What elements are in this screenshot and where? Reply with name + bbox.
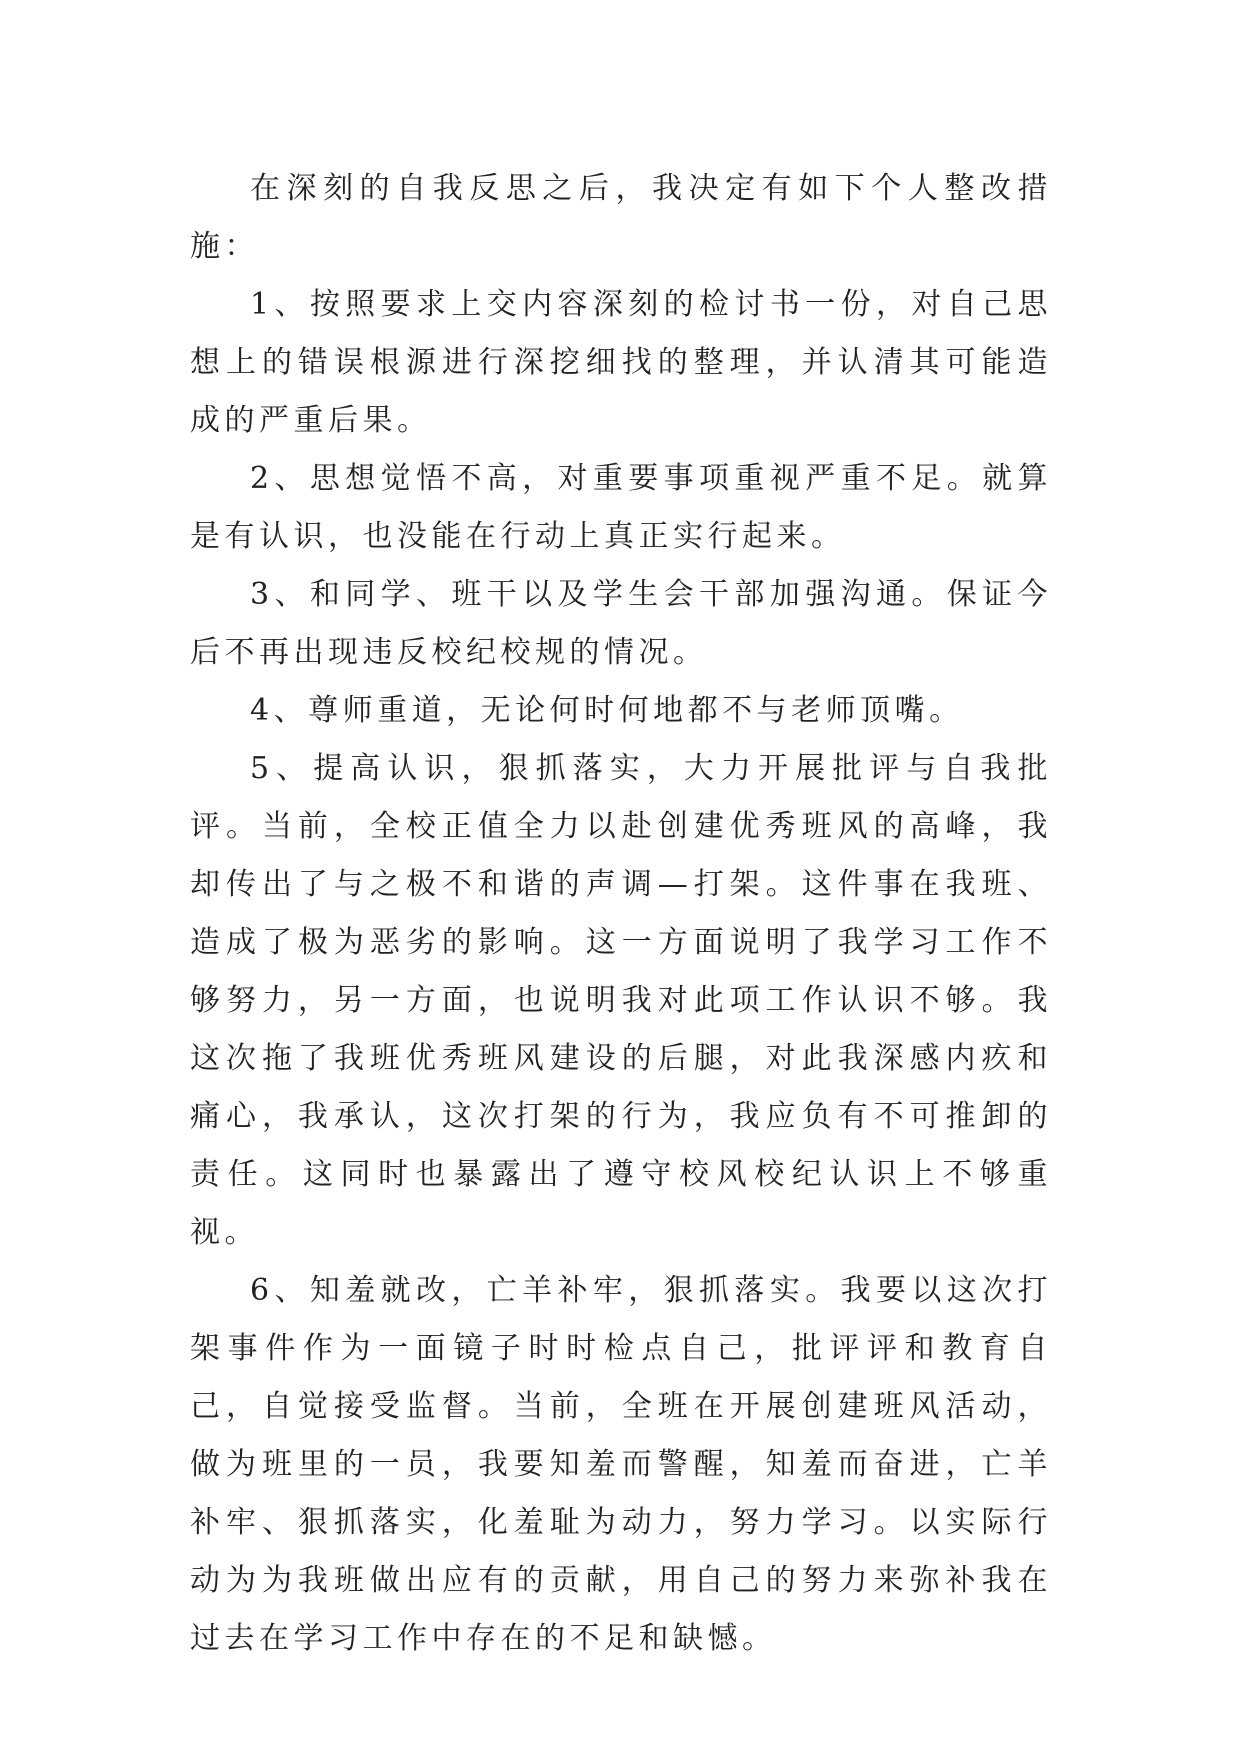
paragraph-measure-4: 4、尊师重道，无论何时何地都不与老师顶嘴。 — [250, 693, 964, 728]
paragraph-measure-5: 5、提高认识，狠抓落实，大力开展批评与自我批评。当前，全校正值全力以赴创建优秀班风的高峰，我却传出了与之极不和谐的声调—打架。这件事在我班、造成了极为恶劣的影响。这一方面说明了我学习工作不够努力，另一方面，也说明我对此项工作认识不够。我这次拖了我班优秀班风建设的后腿，对此我深感内疚和痛心，我承认，这次打架的行为，我应负有不可推卸的责任。这同时也暴露出了遵守校风校纪认识上不够重视。 — [190, 751, 1052, 1250]
paragraph-measure-6: 6、知羞就改，亡羊补牢，狠抓落实。我要以这次打架事件作为一面镜子时时检点自己，批评评和教育自己，自觉接受监督。当前，全班在开展创建班风活动，做为班里的一员，我要知羞而警醒，知羞而奋进，亡羊补牢、狠抓落实，化羞耻为动力，努力学习。以实际行动为为我班做出应有的贡献，用自己的努力来弥补我在过去在学习工作中存在的不足和缺憾。 — [190, 1273, 1052, 1656]
paragraph-measure-3: 3、和同学、班干以及学生会干部加强沟通。保证今后不再出现违反校纪校规的情况。 — [190, 577, 1052, 670]
paragraph-measure-2: 2、思想觉悟不高，对重要事项重视严重不足。就算是有认识，也没能在行动上真正实行起来。 — [190, 461, 1052, 554]
paragraph-measure-1: 1、按照要求上交内容深刻的检讨书一份，对自己思想上的错误根源进行深挖细找的整理，并认清其可能造成的严重后果。 — [190, 287, 1052, 438]
paragraph-intro: 在深刻的自我反思之后，我决定有如下个人整改措施： — [190, 171, 1052, 264]
document-body — [190, 160, 1052, 1668]
